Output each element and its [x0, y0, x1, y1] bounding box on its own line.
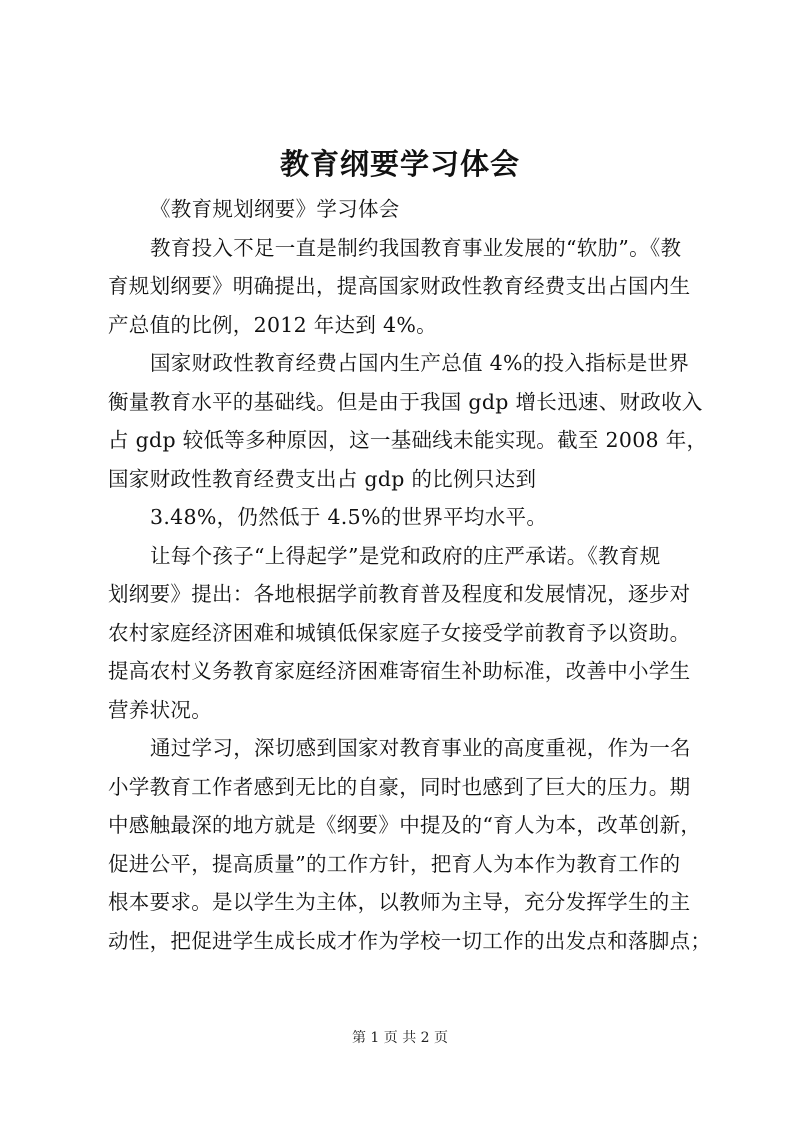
text-line: 《教育规划纲要》学习体会 — [150, 197, 400, 221]
text-line: 动性，把促进学生成长成才作为学校一切工作的出发点和落脚点； — [108, 928, 712, 953]
text-line: 国家财政性教育经费占国内生产总值 4%的投入指标是世界 — [150, 351, 690, 375]
text-line: 划纲要》提出：各地根据学前教育普及程度和发展情况，逐步对 — [108, 582, 691, 606]
text-line: 让每个孩子“上得起学”是党和政府的庄严承诺。《教育规 — [150, 543, 661, 568]
text-line: 3.48%，仍然低于 4.5%的世界平均水平。 — [150, 505, 548, 529]
text-line: 小学教育工作者感到无比的自豪，同时也感到了巨大的压力。期 — [108, 774, 691, 799]
text-line: 促进公平，提高质量”的工作方针，把育人为本作为教育工作的 — [108, 851, 681, 876]
text-line: 衡量教育水平的基础线。但是由于我国 gdp 增长迅速、财政收入 — [108, 389, 703, 414]
text-line: 营养状况。 — [108, 697, 212, 722]
text-line: 占 gdp 较低等多种原因，这一基础线未能实现。截至 2008 年， — [108, 428, 708, 452]
text-line: 农村家庭经济困难和城镇低保家庭子女接受学前教育予以资助。 — [108, 620, 691, 645]
text-line: 产总值的比例，2012 年达到 4%。 — [108, 312, 437, 337]
text-line: 通过学习，深切感到国家对教育事业的高度重视，作为一名 — [150, 736, 691, 760]
body-text — [108, 190, 712, 960]
text-line: 中感触最深的地方就是《纲要》中提及的“育人为本，改革创新， — [108, 813, 702, 837]
text-line: 提高农村义务教育家庭经济困难寄宿生补助标准，改善中小学生 — [108, 659, 691, 683]
page-title: 教育纲要学习体会 — [279, 147, 520, 181]
text-line: 育规划纲要》明确提出，提高国家财政性教育经费支出占国内生 — [108, 274, 691, 298]
text-line: 国家财政性教育经费支出占 gdp 的比例只达到 — [108, 466, 537, 491]
text-line: 根本要求。是以学生为主体，以教师为主导，充分发挥学生的主 — [108, 890, 691, 914]
text-line: 教育投入不足一直是制约我国教育事业发展的“软肋”。《教 — [150, 235, 682, 260]
page-footer: 第 1 页 共 2 页 — [351, 1030, 449, 1046]
